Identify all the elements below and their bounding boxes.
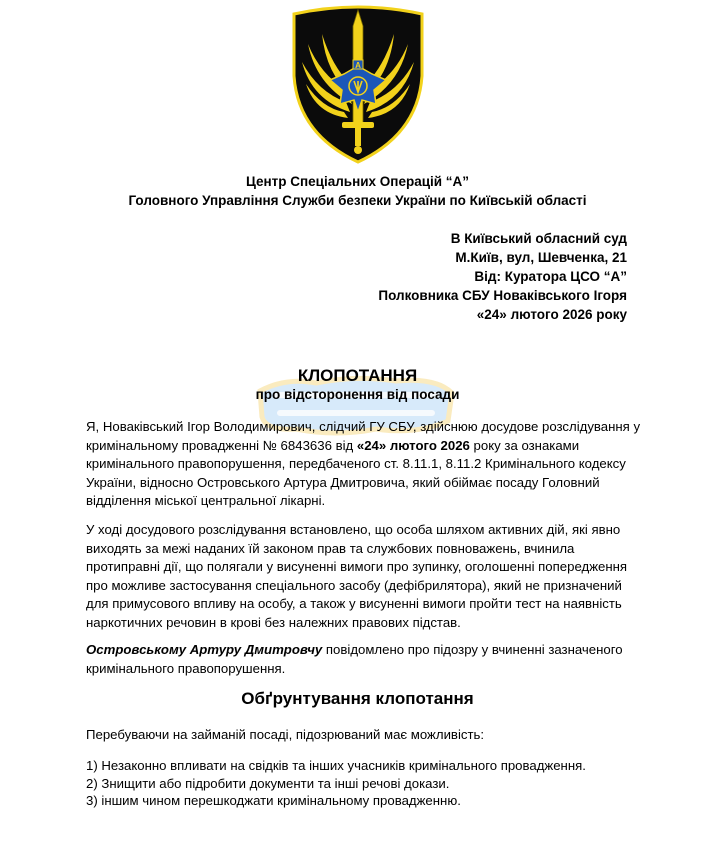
list-item: 1) Незаконно впливати на свідків та інших учасників кримінального провадження. (86, 758, 586, 773)
sender-name: Полковника СБУ Новаківського Ігоря (378, 288, 627, 303)
svg-text:A: A (355, 61, 361, 70)
document-subtitle: про відсторонення від посади (255, 387, 460, 402)
section-heading: Обґрунтування клопотання (241, 689, 474, 708)
paragraph-findings (86, 521, 646, 633)
paragraph-findings-text: У ході досудового розслідування встановлено, що особа шляхом активних дій, які явно виходять за межі наданих їй законом прав та службових повноважень, вчинила протиправні дії, що полягали у висуненні вимоги про зупинку, оголошенні попередження про можливе застосування спеціального засобу (дефібрилятора), який не призначений для примусового впливу на особу, а також у висуненні вимоги пройти тест на наявність наркотичних речовин в крові без належних правових підстав. (86, 522, 628, 630)
addressee-court-address: М.Київ, вул, Шевченка, 21 (455, 250, 627, 265)
org-name-line2: Головного Управління Служби безпеки України по Київській області (128, 193, 587, 208)
document-title: КЛОПОТАННЯ (297, 366, 418, 385)
list-item: 2) Знищити або підробити документи та інші речові докази. (86, 775, 450, 791)
sender-line: Від: Куратора ЦСО “А” (474, 269, 627, 284)
addressee-court: В Київський обласний суд (450, 231, 627, 246)
grounds-list (86, 757, 586, 810)
paragraph-investigator-text-1: Я, Новаківський Ігор Володимирович, слідчий ГУ СБУ, здійснюю досудове розслідування у кримінальному провадженні № 6843636 від (86, 419, 641, 453)
paragraph-investigator-text-2: року за ознаками кримінального правопорушення, передбаченого ст. 8.11.1, 8.11.2 Кримінального кодексу України, відносно Островського Артура Дмитровича, який обіймає посаду Головний відділення міської центральної лікарні. (86, 437, 626, 509)
paragraph-suspicion (86, 641, 646, 678)
paragraph-investigator (86, 418, 646, 511)
addressee-block (378, 229, 627, 324)
paragraph-suspicion-text: повідомлено про підозру у вчиненні зазначеного кримінального правопорушення. (86, 642, 623, 676)
paragraph-grounds-intro: Перебуваючи на займаній посаді, підозрюваний має можливість: (86, 727, 485, 742)
proceeding-date: «24» лютого 2026 (356, 437, 470, 453)
suspect-name: Островському Артуру Дмитровчу (86, 642, 323, 657)
list-item: 3) іншим чином перешкоджати кримінальному провадженню. (86, 793, 461, 808)
org-name-line1: Центр Спеціальних Операцій “А” (245, 174, 470, 189)
cso-a-shield-emblem-icon (286, 4, 430, 164)
document-date: «24» лютого 2026 року (476, 307, 627, 322)
